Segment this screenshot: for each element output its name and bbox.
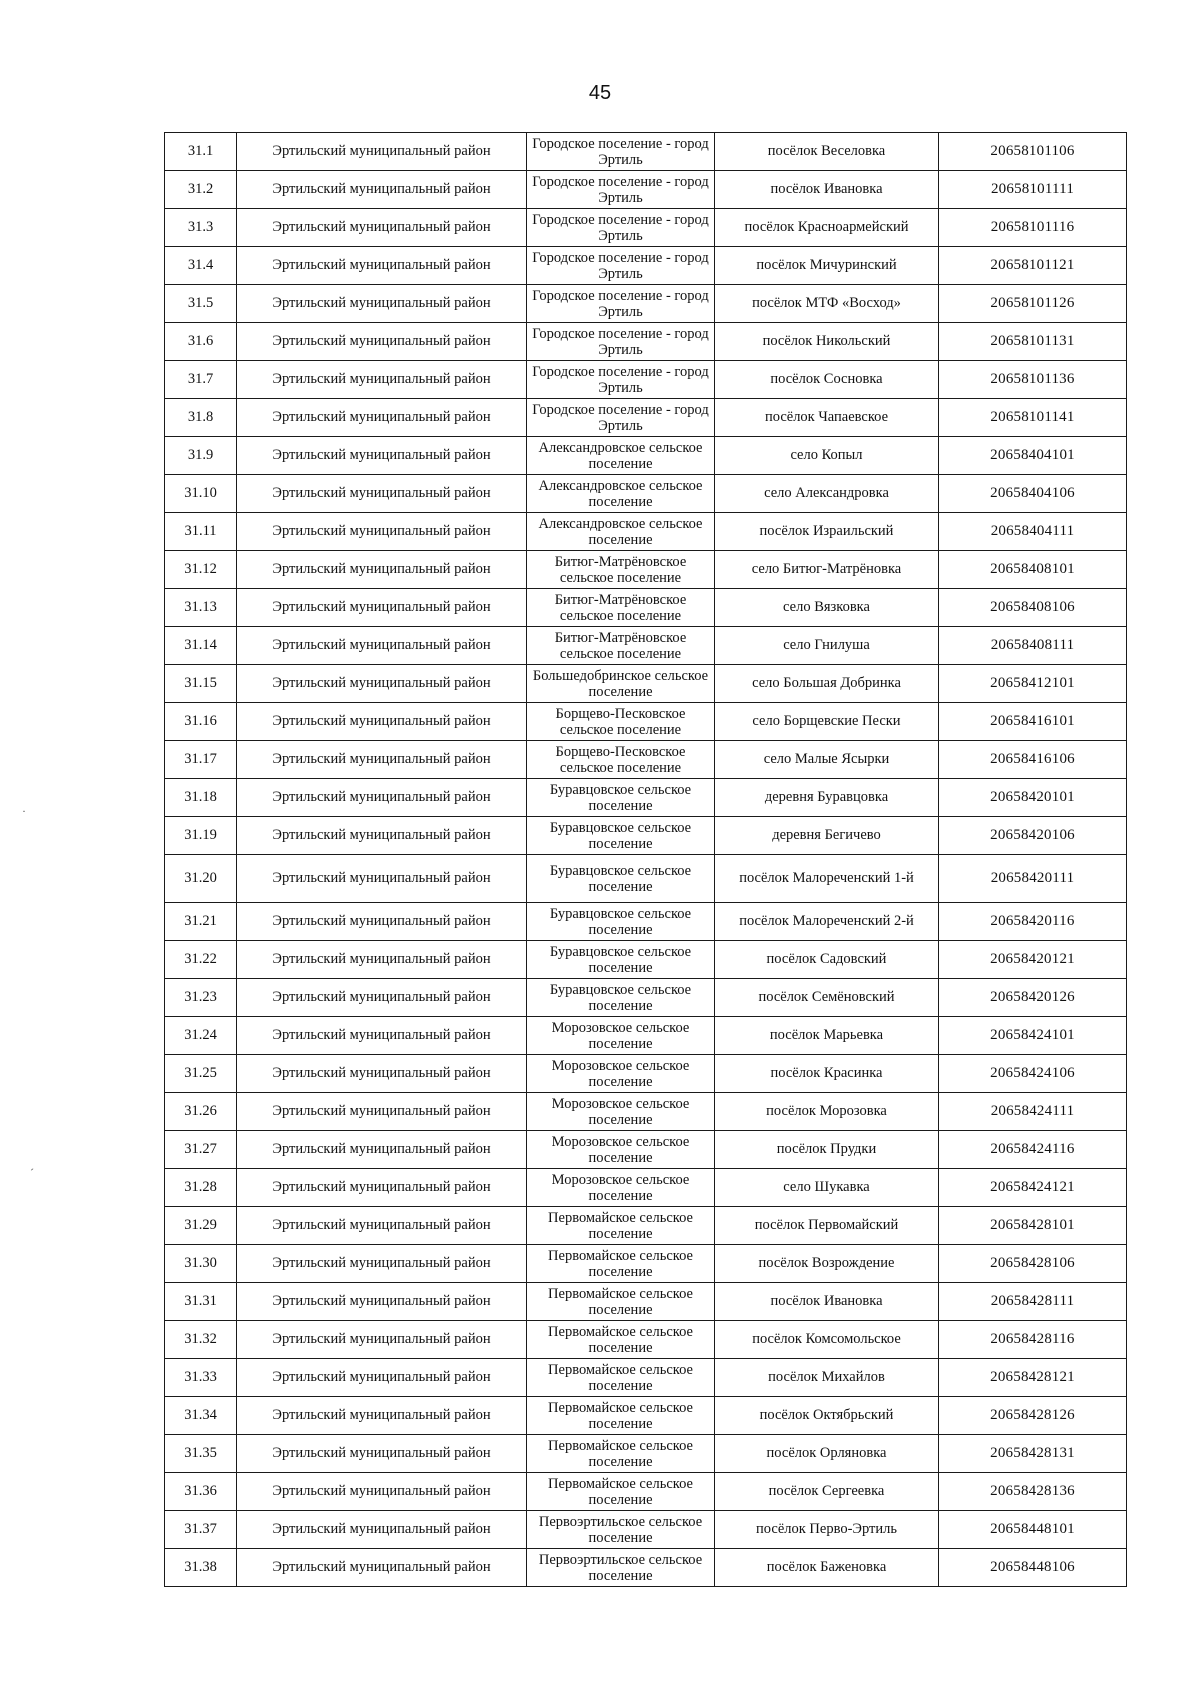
district-cell: Эртильский муниципальный район	[237, 1245, 527, 1283]
locality-cell: посёлок Малореченский 2-й	[715, 903, 939, 941]
locality-cell: посёлок Чапаевское	[715, 399, 939, 437]
row-number-cell: 31.7	[165, 361, 237, 399]
row-number-cell: 31.3	[165, 209, 237, 247]
row-number-cell: 31.14	[165, 627, 237, 665]
code-cell: 20658420111	[939, 855, 1127, 903]
district-cell: Эртильский муниципальный район	[237, 979, 527, 1017]
code-cell: 20658424111	[939, 1093, 1127, 1131]
district-cell: Эртильский муниципальный район	[237, 1169, 527, 1207]
district-cell: Эртильский муниципальный район	[237, 941, 527, 979]
code-cell: 20658101121	[939, 247, 1127, 285]
locality-cell: посёлок Малореченский 1-й	[715, 855, 939, 903]
district-cell: Эртильский муниципальный район	[237, 1473, 527, 1511]
row-number-cell: 31.20	[165, 855, 237, 903]
locality-cell: посёлок Ивановка	[715, 171, 939, 209]
district-cell: Эртильский муниципальный район	[237, 247, 527, 285]
settlement-cell: Буравцовское сельское поселение	[527, 979, 715, 1017]
table-row	[165, 1245, 1127, 1283]
district-cell: Эртильский муниципальный район	[237, 1283, 527, 1321]
row-number-cell: 31.26	[165, 1093, 237, 1131]
settlement-cell: Большедобринское сельское поселение	[527, 665, 715, 703]
settlement-cell: Городское поселение - город Эртиль	[527, 209, 715, 247]
settlement-cell: Александровское сельское поселение	[527, 513, 715, 551]
settlement-cell: Буравцовское сельское поселение	[527, 817, 715, 855]
table-row	[165, 285, 1127, 323]
locality-cell: село Копыл	[715, 437, 939, 475]
locality-cell: посёлок Прудки	[715, 1131, 939, 1169]
table-row	[165, 1131, 1127, 1169]
code-cell: 20658428136	[939, 1473, 1127, 1511]
row-number-cell: 31.31	[165, 1283, 237, 1321]
locality-cell: посёлок Баженовка	[715, 1549, 939, 1587]
locality-cell: посёлок Орляновка	[715, 1435, 939, 1473]
settlement-cell: Первоэртильское сельское поселение	[527, 1511, 715, 1549]
settlement-cell: Городское поселение - город Эртиль	[527, 361, 715, 399]
page-number: 45	[588, 82, 612, 104]
district-cell: Эртильский муниципальный район	[237, 1093, 527, 1131]
table-row	[165, 1435, 1127, 1473]
locality-cell: село Малые Ясырки	[715, 741, 939, 779]
locality-cell: посёлок Михайлов	[715, 1359, 939, 1397]
locality-cell: село Большая Добринка	[715, 665, 939, 703]
locality-cell: посёлок Перво-Эртиль	[715, 1511, 939, 1549]
district-cell: Эртильский муниципальный район	[237, 551, 527, 589]
row-number-cell: 31.24	[165, 1017, 237, 1055]
district-cell: Эртильский муниципальный район	[237, 513, 527, 551]
row-number-cell: 31.38	[165, 1549, 237, 1587]
table-row	[165, 1359, 1127, 1397]
table-row	[165, 513, 1127, 551]
code-cell: 20658416106	[939, 741, 1127, 779]
locality-cell: село Борщевские Пески	[715, 703, 939, 741]
code-cell: 20658404111	[939, 513, 1127, 551]
table-row	[165, 323, 1127, 361]
code-cell: 20658424106	[939, 1055, 1127, 1093]
locality-cell: посёлок Израильский	[715, 513, 939, 551]
locality-cell: посёлок МТФ «Восход»	[715, 285, 939, 323]
row-number-cell: 31.35	[165, 1435, 237, 1473]
scan-speck: ´	[30, 1166, 34, 1180]
table-row	[165, 589, 1127, 627]
table-row	[165, 741, 1127, 779]
code-cell: 20658420106	[939, 817, 1127, 855]
table-row	[165, 209, 1127, 247]
settlement-cell: Морозовское сельское поселение	[527, 1055, 715, 1093]
locality-cell: посёлок Сергеевка	[715, 1473, 939, 1511]
table-row	[165, 1511, 1127, 1549]
district-cell: Эртильский муниципальный район	[237, 1055, 527, 1093]
table-row	[165, 1473, 1127, 1511]
district-cell: Эртильский муниципальный район	[237, 171, 527, 209]
locality-cell: посёлок Красноармейский	[715, 209, 939, 247]
settlement-cell: Морозовское сельское поселение	[527, 1131, 715, 1169]
row-number-cell: 31.9	[165, 437, 237, 475]
settlement-cell: Буравцовское сельское поселение	[527, 941, 715, 979]
row-number-cell: 31.30	[165, 1245, 237, 1283]
district-cell: Эртильский муниципальный район	[237, 133, 527, 171]
code-cell: 20658101116	[939, 209, 1127, 247]
settlement-cell: Морозовское сельское поселение	[527, 1017, 715, 1055]
code-cell: 20658448101	[939, 1511, 1127, 1549]
code-cell: 20658408106	[939, 589, 1127, 627]
table-row	[165, 1321, 1127, 1359]
code-cell: 20658424101	[939, 1017, 1127, 1055]
locality-cell: посёлок Первомайский	[715, 1207, 939, 1245]
settlement-cell: Буравцовское сельское поселение	[527, 779, 715, 817]
locality-cell: посёлок Красинка	[715, 1055, 939, 1093]
locality-cell: посёлок Марьевка	[715, 1017, 939, 1055]
district-cell: Эртильский муниципальный район	[237, 323, 527, 361]
settlement-cell: Борщево-Песковское сельское поселение	[527, 741, 715, 779]
code-cell: 20658420101	[939, 779, 1127, 817]
row-number-cell: 31.21	[165, 903, 237, 941]
settlement-cell: Первомайское сельское поселение	[527, 1473, 715, 1511]
code-cell: 20658428106	[939, 1245, 1127, 1283]
settlement-cell: Первомайское сельское поселение	[527, 1283, 715, 1321]
locality-cell: деревня Буравцовка	[715, 779, 939, 817]
settlement-cell: Первомайское сельское поселение	[527, 1397, 715, 1435]
table-row	[165, 361, 1127, 399]
code-cell: 20658420126	[939, 979, 1127, 1017]
table-row	[165, 247, 1127, 285]
table-row	[165, 855, 1127, 903]
code-cell: 20658420121	[939, 941, 1127, 979]
settlement-cell: Битюг-Матрёновское сельское поселение	[527, 589, 715, 627]
table-row	[165, 399, 1127, 437]
table-row	[165, 817, 1127, 855]
locality-cell: посёлок Веселовка	[715, 133, 939, 171]
row-number-cell: 31.10	[165, 475, 237, 513]
district-cell: Эртильский муниципальный район	[237, 817, 527, 855]
locality-cell: посёлок Никольский	[715, 323, 939, 361]
locality-cell: посёлок Ивановка	[715, 1283, 939, 1321]
code-cell: 20658408111	[939, 627, 1127, 665]
code-cell: 20658428126	[939, 1397, 1127, 1435]
code-cell: 20658404101	[939, 437, 1127, 475]
code-cell: 20658428131	[939, 1435, 1127, 1473]
table-row	[165, 979, 1127, 1017]
locality-cell: деревня Бегичево	[715, 817, 939, 855]
locality-cell: село Гнилуша	[715, 627, 939, 665]
locality-cell: посёлок Октябрьский	[715, 1397, 939, 1435]
district-cell: Эртильский муниципальный район	[237, 855, 527, 903]
district-cell: Эртильский муниципальный район	[237, 1359, 527, 1397]
row-number-cell: 31.12	[165, 551, 237, 589]
locality-cell: посёлок Сосновка	[715, 361, 939, 399]
district-cell: Эртильский муниципальный район	[237, 589, 527, 627]
row-number-cell: 31.32	[165, 1321, 237, 1359]
table-row	[165, 779, 1127, 817]
table-row	[165, 1169, 1127, 1207]
district-cell: Эртильский муниципальный район	[237, 209, 527, 247]
table-row	[165, 437, 1127, 475]
row-number-cell: 31.37	[165, 1511, 237, 1549]
settlement-cell: Первомайское сельское поселение	[527, 1321, 715, 1359]
row-number-cell: 31.4	[165, 247, 237, 285]
row-number-cell: 31.5	[165, 285, 237, 323]
settlement-cell: Городское поселение - город Эртиль	[527, 247, 715, 285]
district-cell: Эртильский муниципальный район	[237, 285, 527, 323]
settlement-cell: Городское поселение - город Эртиль	[527, 399, 715, 437]
code-cell: 20658412101	[939, 665, 1127, 703]
code-cell: 20658416101	[939, 703, 1127, 741]
district-cell: Эртильский муниципальный район	[237, 1207, 527, 1245]
district-cell: Эртильский муниципальный район	[237, 475, 527, 513]
table-row	[165, 627, 1127, 665]
settlement-cell: Первомайское сельское поселение	[527, 1435, 715, 1473]
row-number-cell: 31.23	[165, 979, 237, 1017]
locality-cell: посёлок Садовский	[715, 941, 939, 979]
table-row	[165, 1283, 1127, 1321]
district-cell: Эртильский муниципальный район	[237, 437, 527, 475]
table-row	[165, 1017, 1127, 1055]
row-number-cell: 31.27	[165, 1131, 237, 1169]
district-cell: Эртильский муниципальный район	[237, 741, 527, 779]
code-cell: 20658101136	[939, 361, 1127, 399]
locality-cell: посёлок Мичуринский	[715, 247, 939, 285]
code-cell: 20658428116	[939, 1321, 1127, 1359]
row-number-cell: 31.8	[165, 399, 237, 437]
table-row	[165, 903, 1127, 941]
settlement-cell: Битюг-Матрёновское сельское поселение	[527, 627, 715, 665]
district-cell: Эртильский муниципальный район	[237, 703, 527, 741]
code-cell: 20658424121	[939, 1169, 1127, 1207]
code-cell: 20658428121	[939, 1359, 1127, 1397]
code-cell: 20658404106	[939, 475, 1127, 513]
locality-cell: посёлок Комсомольское	[715, 1321, 939, 1359]
row-number-cell: 31.29	[165, 1207, 237, 1245]
table-row	[165, 1397, 1127, 1435]
settlement-cell: Александровское сельское поселение	[527, 437, 715, 475]
table-row	[165, 1055, 1127, 1093]
settlement-cell: Буравцовское сельское поселение	[527, 903, 715, 941]
row-number-cell: 31.15	[165, 665, 237, 703]
settlement-cell: Первомайское сельское поселение	[527, 1359, 715, 1397]
row-number-cell: 31.16	[165, 703, 237, 741]
row-number-cell: 31.1	[165, 133, 237, 171]
district-cell: Эртильский муниципальный район	[237, 1321, 527, 1359]
district-cell: Эртильский муниципальный район	[237, 627, 527, 665]
row-number-cell: 31.22	[165, 941, 237, 979]
row-number-cell: 31.13	[165, 589, 237, 627]
settlements-table	[164, 132, 1127, 1587]
settlement-cell: Александровское сельское поселение	[527, 475, 715, 513]
district-cell: Эртильский муниципальный район	[237, 399, 527, 437]
table-row	[165, 133, 1127, 171]
code-cell: 20658101106	[939, 133, 1127, 171]
table-row	[165, 1207, 1127, 1245]
row-number-cell: 31.17	[165, 741, 237, 779]
table-row	[165, 941, 1127, 979]
row-number-cell: 31.33	[165, 1359, 237, 1397]
row-number-cell: 31.11	[165, 513, 237, 551]
row-number-cell: 31.6	[165, 323, 237, 361]
district-cell: Эртильский муниципальный район	[237, 1397, 527, 1435]
code-cell: 20658428111	[939, 1283, 1127, 1321]
table-row	[165, 1093, 1127, 1131]
district-cell: Эртильский муниципальный район	[237, 361, 527, 399]
district-cell: Эртильский муниципальный район	[237, 665, 527, 703]
settlement-cell: Морозовское сельское поселение	[527, 1093, 715, 1131]
table-body	[165, 133, 1127, 1587]
code-cell: 20658448106	[939, 1549, 1127, 1587]
locality-cell: посёлок Морозовка	[715, 1093, 939, 1131]
row-number-cell: 31.25	[165, 1055, 237, 1093]
settlement-cell: Городское поселение - город Эртиль	[527, 323, 715, 361]
district-cell: Эртильский муниципальный район	[237, 903, 527, 941]
code-cell: 20658424116	[939, 1131, 1127, 1169]
row-number-cell: 31.36	[165, 1473, 237, 1511]
settlement-cell: Городское поселение - город Эртиль	[527, 285, 715, 323]
locality-cell: посёлок Возрождение	[715, 1245, 939, 1283]
code-cell: 20658428101	[939, 1207, 1127, 1245]
code-cell: 20658101141	[939, 399, 1127, 437]
locality-cell: село Шукавка	[715, 1169, 939, 1207]
district-cell: Эртильский муниципальный район	[237, 1549, 527, 1587]
row-number-cell: 31.34	[165, 1397, 237, 1435]
code-cell: 20658408101	[939, 551, 1127, 589]
settlement-cell: Морозовское сельское поселение	[527, 1169, 715, 1207]
scan-speck: ·	[22, 804, 26, 818]
table-row	[165, 551, 1127, 589]
code-cell: 20658101131	[939, 323, 1127, 361]
table-row	[165, 171, 1127, 209]
settlement-cell: Буравцовское сельское поселение	[527, 855, 715, 903]
locality-cell: посёлок Семёновский	[715, 979, 939, 1017]
row-number-cell: 31.28	[165, 1169, 237, 1207]
district-cell: Эртильский муниципальный район	[237, 1435, 527, 1473]
table-row	[165, 1549, 1127, 1587]
settlement-cell: Первомайское сельское поселение	[527, 1245, 715, 1283]
row-number-cell: 31.18	[165, 779, 237, 817]
district-cell: Эртильский муниципальный район	[237, 1131, 527, 1169]
settlement-cell: Городское поселение - город Эртиль	[527, 133, 715, 171]
district-cell: Эртильский муниципальный район	[237, 1017, 527, 1055]
settlement-cell: Первомайское сельское поселение	[527, 1207, 715, 1245]
locality-cell: село Вязковка	[715, 589, 939, 627]
locality-cell: село Александровка	[715, 475, 939, 513]
code-cell: 20658420116	[939, 903, 1127, 941]
table-row	[165, 665, 1127, 703]
settlement-cell: Первоэртильское сельское поселение	[527, 1549, 715, 1587]
district-cell: Эртильский муниципальный район	[237, 779, 527, 817]
district-cell: Эртильский муниципальный район	[237, 1511, 527, 1549]
row-number-cell: 31.19	[165, 817, 237, 855]
table-row	[165, 703, 1127, 741]
row-number-cell: 31.2	[165, 171, 237, 209]
settlement-cell: Городское поселение - город Эртиль	[527, 171, 715, 209]
settlement-cell: Битюг-Матрёновское сельское поселение	[527, 551, 715, 589]
locality-cell: село Битюг-Матрёновка	[715, 551, 939, 589]
table-row	[165, 475, 1127, 513]
code-cell: 20658101126	[939, 285, 1127, 323]
settlement-cell: Борщево-Песковское сельское поселение	[527, 703, 715, 741]
code-cell: 20658101111	[939, 171, 1127, 209]
